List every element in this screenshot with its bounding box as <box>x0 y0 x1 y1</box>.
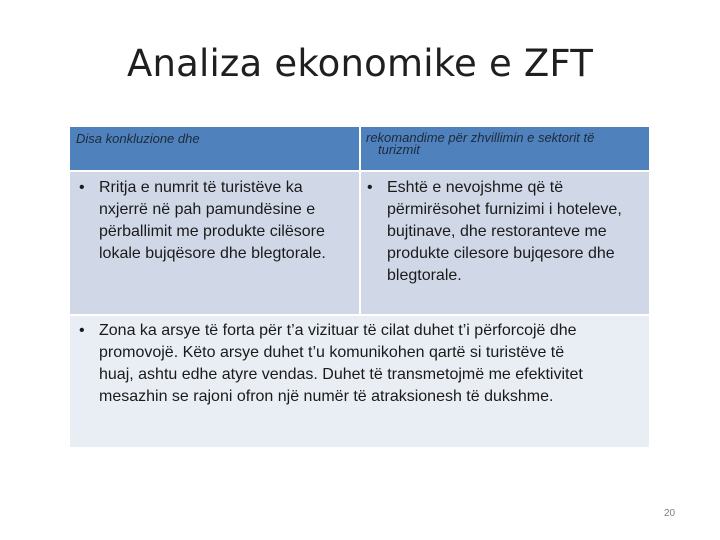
table-cell-left <box>70 172 359 314</box>
bullet-icon: • <box>79 322 85 339</box>
table-header-right <box>361 127 649 170</box>
bullet-text: Rritja e numrit të turistëve ka nxjerrë në pah pamundësine e përballimit me produkte cilësore lokale bujqësore dhe blegtorale. <box>99 179 326 262</box>
bullet-text: Eshtë e nevojshme që të përmirësohet furnizimi i hoteleve, bujtinave, dhe restoranteve me produkte cilesore bujqesore dhe blegtorale. <box>387 179 622 284</box>
table-header-left: Disa konkluzione dhe <box>70 127 359 170</box>
table-cell-right <box>361 172 649 314</box>
table-header-right-line1: rekomandime për zhvillimin e sektorit të <box>366 130 595 145</box>
page-number: 20 <box>664 508 676 519</box>
bullet-text: Zona ka arsye të forta për t’a vizituar të cilat duhet t’i përforcojë dhe promovojë. Këto arsye duhet t’u komunikohen qartë si turistëve të huaj, ashtu edhe atyre vendas. Duhet të transmetojmë me efektivitet mesazhin se rajoni ofron një numër të atraksionesh të dukshme. <box>99 322 583 405</box>
bullet-icon: • <box>79 179 85 196</box>
bullet-icon: • <box>367 179 373 196</box>
table-cell-bottom <box>70 316 649 447</box>
table-header-right-line2: turizmit <box>378 142 420 157</box>
slide-title: Analiza ekonomike e ZFT <box>126 42 594 85</box>
conclusions-table <box>70 127 649 447</box>
